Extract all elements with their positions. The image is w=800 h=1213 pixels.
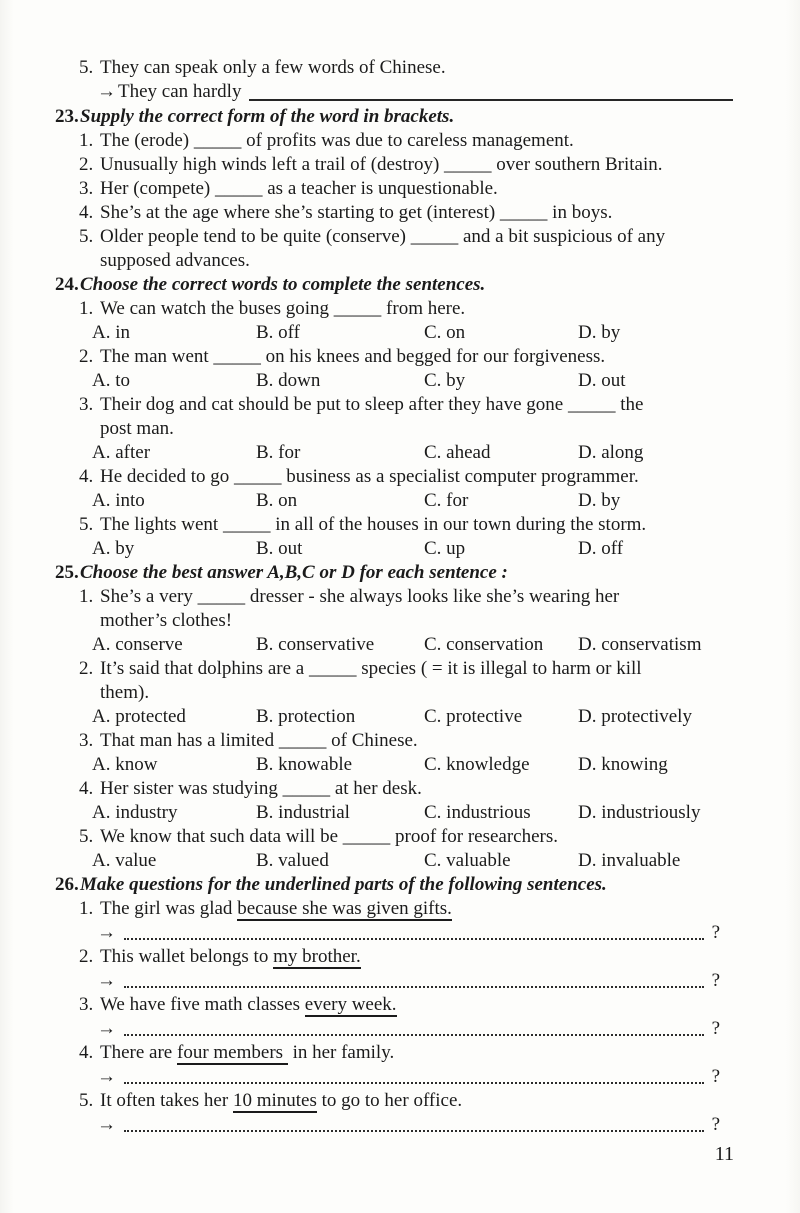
question-item <box>79 393 762 417</box>
question-number: 5. <box>79 57 94 78</box>
option-a: A. value <box>92 850 157 871</box>
question-item <box>79 129 762 153</box>
option-c: C. conservation <box>424 634 544 655</box>
option-b: B. off <box>256 322 300 343</box>
options-row <box>92 801 762 825</box>
intro-section <box>79 56 762 105</box>
option-c: C. on <box>424 322 466 343</box>
question-mark: ? <box>711 1018 720 1039</box>
exercise-25-header <box>55 561 762 585</box>
arrow-icon: → <box>97 922 116 943</box>
page-number: 11 <box>714 1143 734 1165</box>
question-item <box>79 993 762 1017</box>
answer-write-line <box>97 921 720 945</box>
option-b: B. protection <box>256 706 356 727</box>
question-item <box>79 825 762 849</box>
question-item <box>79 56 762 80</box>
question-item <box>79 465 762 489</box>
question-text-continuation: them). <box>100 682 150 703</box>
options-row <box>92 705 762 729</box>
option-d: D. out <box>578 370 626 391</box>
exercise-25-items <box>79 585 762 873</box>
exercise-23-header <box>55 105 762 129</box>
arrow-icon: → <box>97 970 116 991</box>
question-number: 5. <box>79 226 94 247</box>
option-a: A. into <box>92 490 145 511</box>
option-c: C. knowledge <box>424 754 530 775</box>
arrow-icon: → <box>97 1114 116 1135</box>
option-b: B. valued <box>256 850 329 871</box>
question-item <box>79 153 762 177</box>
question-number: 4. <box>79 202 94 223</box>
question-item <box>79 1041 762 1065</box>
option-b: B. conservative <box>256 634 375 655</box>
exercise-title: Supply the correct form of the word in brackets. <box>80 106 455 127</box>
underlined-part: 10 minutes <box>232 1090 317 1111</box>
exercise-24-header <box>55 273 762 297</box>
question-number: 3. <box>79 394 94 415</box>
underlined-part: every week. <box>304 994 397 1015</box>
option-a: A. by <box>92 538 135 559</box>
question-number: 1. <box>79 898 94 919</box>
text-pre: We have five math classes <box>100 994 305 1015</box>
question-number: 5. <box>79 826 94 847</box>
dotted-write-line <box>124 921 704 940</box>
question-item <box>79 777 762 801</box>
option-c: C. industrious <box>424 802 531 823</box>
option-c: C. by <box>424 370 466 391</box>
question-text: It’s said that dolphins are a _____ species ( = it is illegal to harm or kill <box>100 658 642 679</box>
dotted-write-line <box>124 1017 704 1036</box>
dotted-write-line <box>124 969 704 988</box>
exercise-title: Choose the best answer A,B,C or D for each sentence : <box>80 562 508 583</box>
option-a: A. industry <box>92 802 178 823</box>
question-item <box>79 201 762 225</box>
question-text: The man went _____ on his knees and begged for our forgiveness. <box>100 346 606 367</box>
question-item <box>79 897 762 921</box>
exercise-24-items <box>79 297 762 561</box>
question-number: 5. <box>79 514 94 535</box>
option-a: A. after <box>92 442 151 463</box>
question-number: 3. <box>79 994 94 1015</box>
underlined-part: my brother. <box>273 946 361 967</box>
option-d: D. along <box>578 442 644 463</box>
blank-write-line <box>249 80 733 101</box>
question-text: Older people tend to be quite (conserve) _____ and a bit suspicious of any <box>100 226 666 247</box>
question-number: 1. <box>79 130 94 151</box>
question-item <box>79 1089 762 1113</box>
option-c: C. protective <box>424 706 523 727</box>
question-text: We can watch the buses going _____ from here. <box>100 298 466 319</box>
exercise-title: Choose the correct words to complete the sentences. <box>80 274 486 295</box>
question-text: He decided to go _____ business as a specialist computer programmer. <box>100 466 639 487</box>
exercise-title: Make questions for the underlined parts of the following sentences. <box>80 874 607 895</box>
options-row <box>92 489 762 513</box>
question-number: 2. <box>79 658 94 679</box>
question-item <box>79 513 762 537</box>
question-number: 1. <box>79 298 94 319</box>
question-item <box>79 225 762 249</box>
option-b: B. knowable <box>256 754 353 775</box>
question-number: 4. <box>79 778 94 799</box>
option-d: D. by <box>578 322 621 343</box>
question-number: 1. <box>79 586 94 607</box>
text-pre: It often takes her <box>100 1090 233 1111</box>
text-post: in her family. <box>287 1042 395 1063</box>
question-mark: ? <box>711 970 720 991</box>
question-item <box>79 585 762 609</box>
answer-write-line <box>97 1017 720 1041</box>
option-a: A. to <box>92 370 130 391</box>
answer-write-line <box>97 1113 720 1137</box>
question-text <box>100 1089 462 1113</box>
question-number: 4. <box>79 1042 94 1063</box>
options-row <box>92 753 762 777</box>
question-text: We know that such data will be _____ proof for researchers. <box>100 826 559 847</box>
option-b: B. out <box>256 538 303 559</box>
question-text-continuation: post man. <box>100 418 174 439</box>
option-c: C. ahead <box>424 442 491 463</box>
option-d: D. invaluable <box>578 850 681 871</box>
underlined-part: four members <box>177 1042 288 1063</box>
question-mark: ? <box>711 1066 720 1087</box>
exercise-26-items <box>79 897 762 1137</box>
question-text-continuation: supposed advances. <box>100 250 250 271</box>
arrow-icon: → <box>97 1066 116 1087</box>
option-d: D. industriously <box>578 802 701 823</box>
text-post: to go to her office. <box>316 1090 463 1111</box>
text-pre: This wallet belongs to <box>100 946 274 967</box>
dotted-write-line <box>124 1065 704 1084</box>
question-item <box>79 729 762 753</box>
question-item <box>79 177 762 201</box>
option-d: D. by <box>578 490 621 511</box>
question-mark: ? <box>711 1114 720 1135</box>
option-d: D. off <box>578 538 624 559</box>
question-text: Her sister was studying _____ at her desk. <box>100 778 422 799</box>
option-d: D. knowing <box>578 754 668 775</box>
question-number: 3. <box>79 730 94 751</box>
question-number: 3. <box>79 178 94 199</box>
option-c: C. valuable <box>424 850 511 871</box>
question-text <box>100 993 397 1017</box>
exercise-number: 26. <box>55 874 79 895</box>
exercise-number: 23. <box>55 106 79 127</box>
question-text: The (erode) _____ of profits was due to careless management. <box>100 130 574 151</box>
question-number: 2. <box>79 154 94 175</box>
question-text <box>100 897 452 921</box>
underlined-part: because she was given gifts. <box>237 898 452 919</box>
exercise-number: 24. <box>55 274 79 295</box>
options-row <box>92 537 762 561</box>
question-number: 5. <box>79 1090 94 1111</box>
option-a: A. know <box>92 754 158 775</box>
transform-answer-line <box>97 80 762 105</box>
question-text-continuation: mother’s clothes! <box>100 610 233 631</box>
options-row <box>92 441 762 465</box>
question-text: Their dog and cat should be put to sleep after they have gone _____ the <box>100 394 644 415</box>
question-text <box>100 945 361 969</box>
arrow-icon: → <box>97 81 116 102</box>
option-c: C. for <box>424 490 469 511</box>
text-pre: The girl was glad <box>100 898 238 919</box>
question-text: The lights went _____ in all of the houses in our town during the storm. <box>100 514 647 535</box>
answer-write-line <box>97 969 720 993</box>
question-text: That man has a limited _____ of Chinese. <box>100 730 418 751</box>
question-item <box>79 297 762 321</box>
question-mark: ? <box>711 922 720 943</box>
question-text: They can speak only a few words of Chinese. <box>100 57 446 78</box>
question-text <box>100 1041 394 1065</box>
option-b: B. on <box>256 490 298 511</box>
question-text: Unusually high winds left a trail of (destroy) _____ over southern Britain. <box>100 154 663 175</box>
question-item <box>79 945 762 969</box>
option-d: D. conservatism <box>578 634 702 655</box>
page-content <box>55 56 762 1137</box>
transform-prefix: They can hardly <box>118 81 242 102</box>
options-row <box>92 633 762 657</box>
option-c: C. up <box>424 538 466 559</box>
dotted-write-line <box>124 1113 704 1132</box>
answer-write-line <box>97 1065 720 1089</box>
option-b: B. industrial <box>256 802 350 823</box>
option-d: D. protectively <box>578 706 692 727</box>
options-row <box>92 849 762 873</box>
option-a: A. protected <box>92 706 186 727</box>
question-item <box>79 657 762 681</box>
exercise-23-items <box>79 129 762 273</box>
question-number: 4. <box>79 466 94 487</box>
question-item <box>79 345 762 369</box>
option-b: B. down <box>256 370 321 391</box>
arrow-icon: → <box>97 1018 116 1039</box>
text-pre: There are <box>100 1042 177 1063</box>
exercise-number: 25. <box>55 562 79 583</box>
question-text: She’s at the age where she’s starting to get (interest) _____ in boys. <box>100 202 613 223</box>
options-row <box>92 321 762 345</box>
options-row <box>92 369 762 393</box>
option-a: A. conserve <box>92 634 183 655</box>
question-number: 2. <box>79 946 94 967</box>
question-number: 2. <box>79 346 94 367</box>
option-a: A. in <box>92 322 130 343</box>
exercise-26-header <box>55 873 762 897</box>
question-text: Her (compete) _____ as a teacher is unquestionable. <box>100 178 498 199</box>
question-text: She’s a very _____ dresser - she always looks like she’s wearing her <box>100 586 620 607</box>
option-b: B. for <box>256 442 301 463</box>
